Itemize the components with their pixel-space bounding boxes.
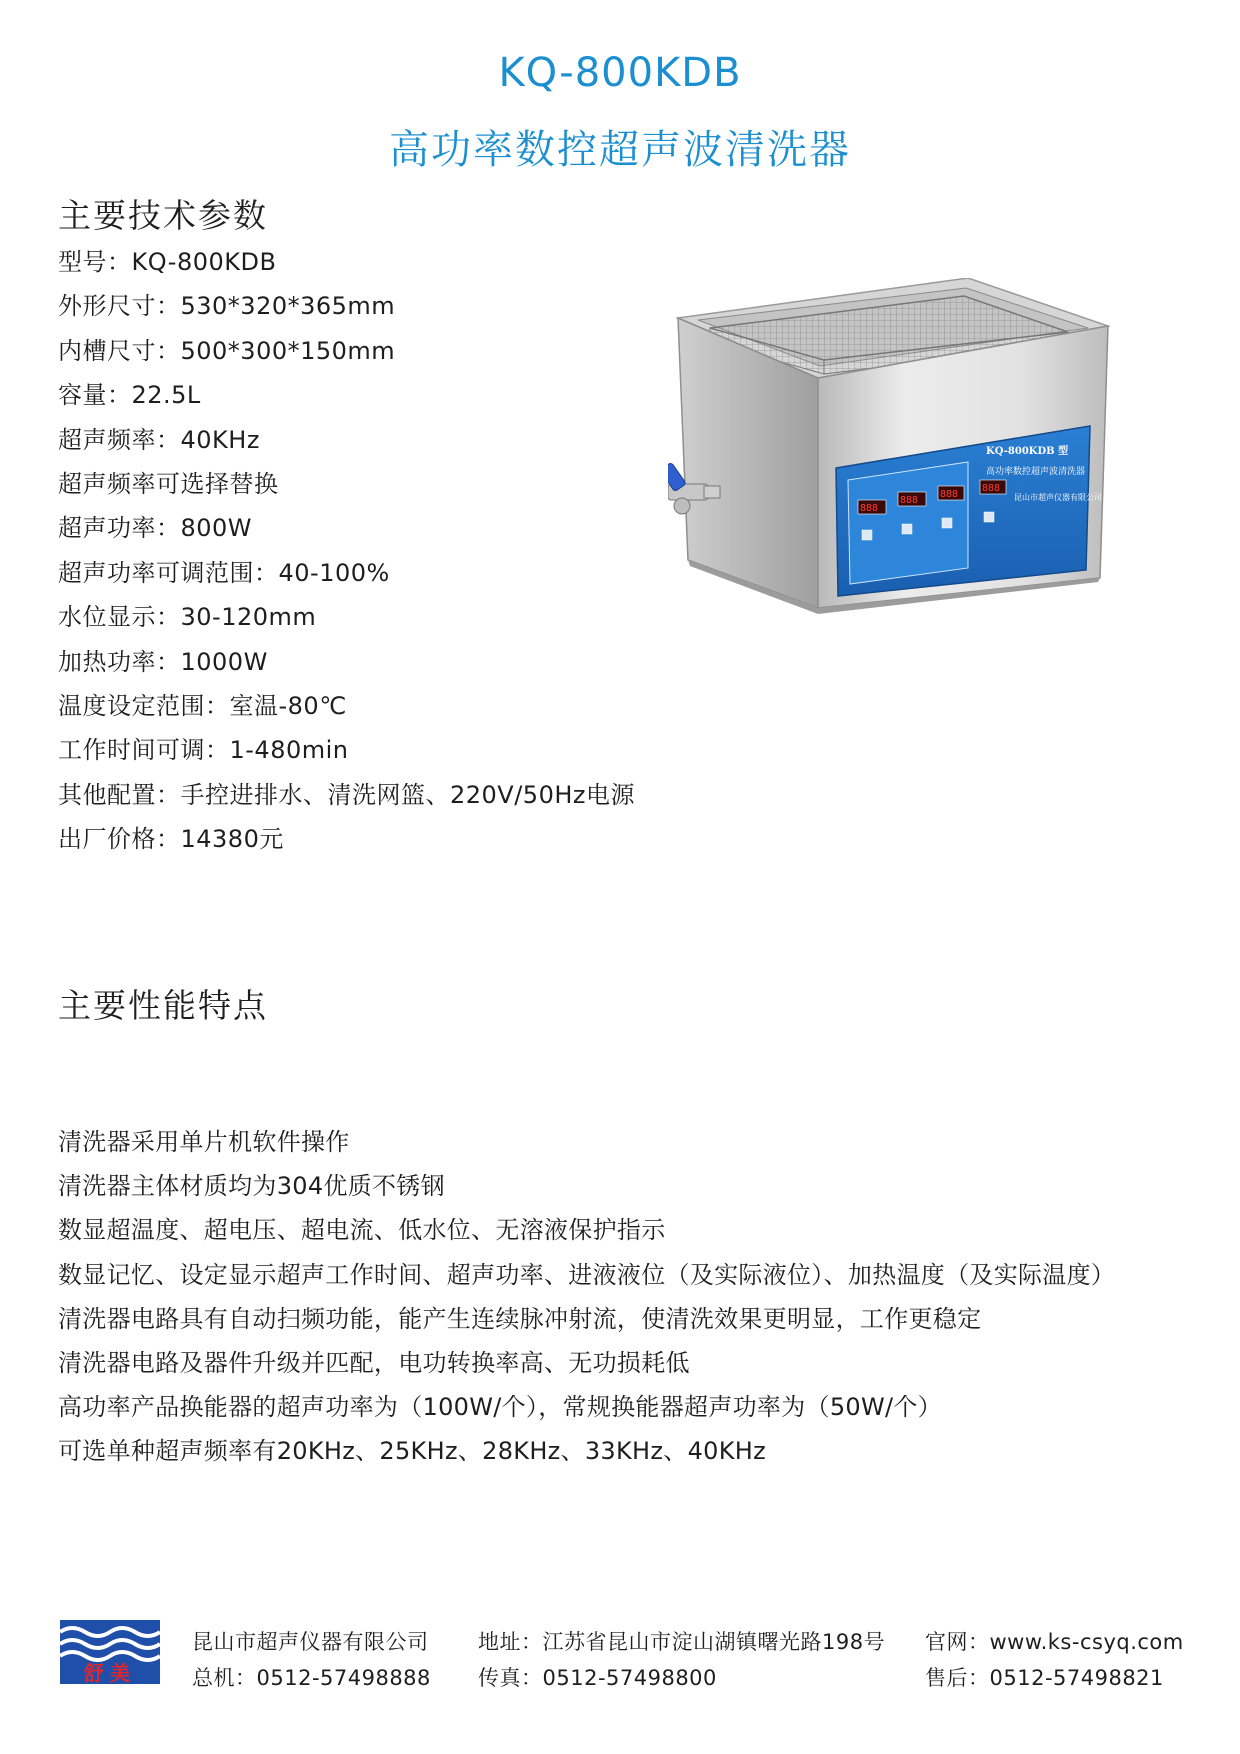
footer-address: 地址：江苏省昆山市淀山湖镇曙光路198号 (478, 1630, 886, 1654)
features-list (58, 1120, 1115, 1474)
logo-text: 舒美 (84, 1661, 136, 1684)
footer-website[interactable]: 官网：www.ks-csyq.com (925, 1630, 1184, 1654)
feature-item: 清洗器主体材质均为304优质不锈钢 (58, 1172, 445, 1201)
svg-text:888: 888 (900, 495, 919, 506)
feature-item: 清洗器电路及器件升级并匹配，电功转换率高、无功损耗低 (58, 1348, 690, 1377)
spec-item: 工作时间可调：1-480min (58, 736, 349, 765)
feature-item: 可选单种超声频率有20KHz、25KHz、28KHz、33KHz、40KHz (58, 1437, 767, 1466)
footer-company-name: 昆山市超声仪器有限公司 (192, 1630, 429, 1654)
footer-phone: 总机：0512-57498888 (192, 1666, 431, 1690)
spec-item: 加热功率：1000W (58, 647, 268, 676)
spec-item: 温度设定范围：室温-80℃ (58, 691, 347, 720)
spec-item: 型号：KQ-800KDB (58, 248, 277, 276)
feature-item: 数显超温度、超电压、超电流、低水位、无溶液保护指示 (58, 1216, 666, 1245)
feature-item: 清洗器电路具有自动扫频功能，能产生连续脉冲射流，使清洗效果更明显，工作更稳定 (58, 1304, 982, 1333)
svg-text:888: 888 (940, 489, 959, 500)
spec-item: 容量：22.5L (58, 381, 201, 410)
svg-text:888: 888 (982, 483, 1001, 494)
svg-text:888: 888 (860, 503, 879, 514)
panel-model-label: KQ-800KDB 型 (986, 446, 1069, 457)
product-name-title: 高功率数控超声波清洗器 (389, 127, 851, 173)
spec-item: 其他配置：手控进排水、清洗网篮、220V/50Hz电源 (58, 780, 635, 809)
feature-item: 清洗器采用单片机软件操作 (58, 1128, 350, 1156)
footer-company-column (192, 1624, 431, 1696)
spec-item: 内槽尺寸：500*300*150mm (58, 336, 396, 365)
feature-item: 数显记忆、设定显示超声工作时间、超声功率、进液液位（及实际液位）、加热温度（及实际温度） (58, 1260, 1116, 1289)
footer-address-column (478, 1624, 885, 1696)
company-logo (60, 1620, 160, 1684)
spec-item: 超声频率可选择替换 (58, 469, 279, 498)
product-photo (668, 278, 1138, 678)
footer-fax: 传真：0512-57498800 (478, 1666, 717, 1690)
spec-item: 超声功率：800W (58, 514, 253, 543)
spec-item: 水位显示：30-120mm (58, 603, 317, 632)
specs-heading: 主要技术参数 (58, 196, 268, 235)
panel-name-label: 高功率数控超声波清洗器 (986, 467, 1086, 477)
spec-item: 外形尺寸：530*320*365mm (58, 292, 396, 321)
spec-item: 超声功率可调范围：40-100% (58, 558, 390, 587)
footer-contact-column (925, 1624, 1184, 1696)
footer-after-sales: 售后：0512-57498821 (925, 1666, 1164, 1690)
spec-item: 超声频率：40KHz (58, 425, 260, 454)
spec-item: 出厂价格：14380元 (58, 825, 284, 854)
features-heading: 主要性能特点 (58, 986, 268, 1025)
product-model-title: KQ-800KDB (498, 50, 742, 96)
specs-list (58, 240, 635, 861)
feature-item: 高功率产品换能器的超声功率为（100W/个），常规换能器超声功率为（50W/个） (58, 1393, 942, 1422)
panel-company-label: 昆山市超声仪器有限公司 (1014, 493, 1102, 502)
